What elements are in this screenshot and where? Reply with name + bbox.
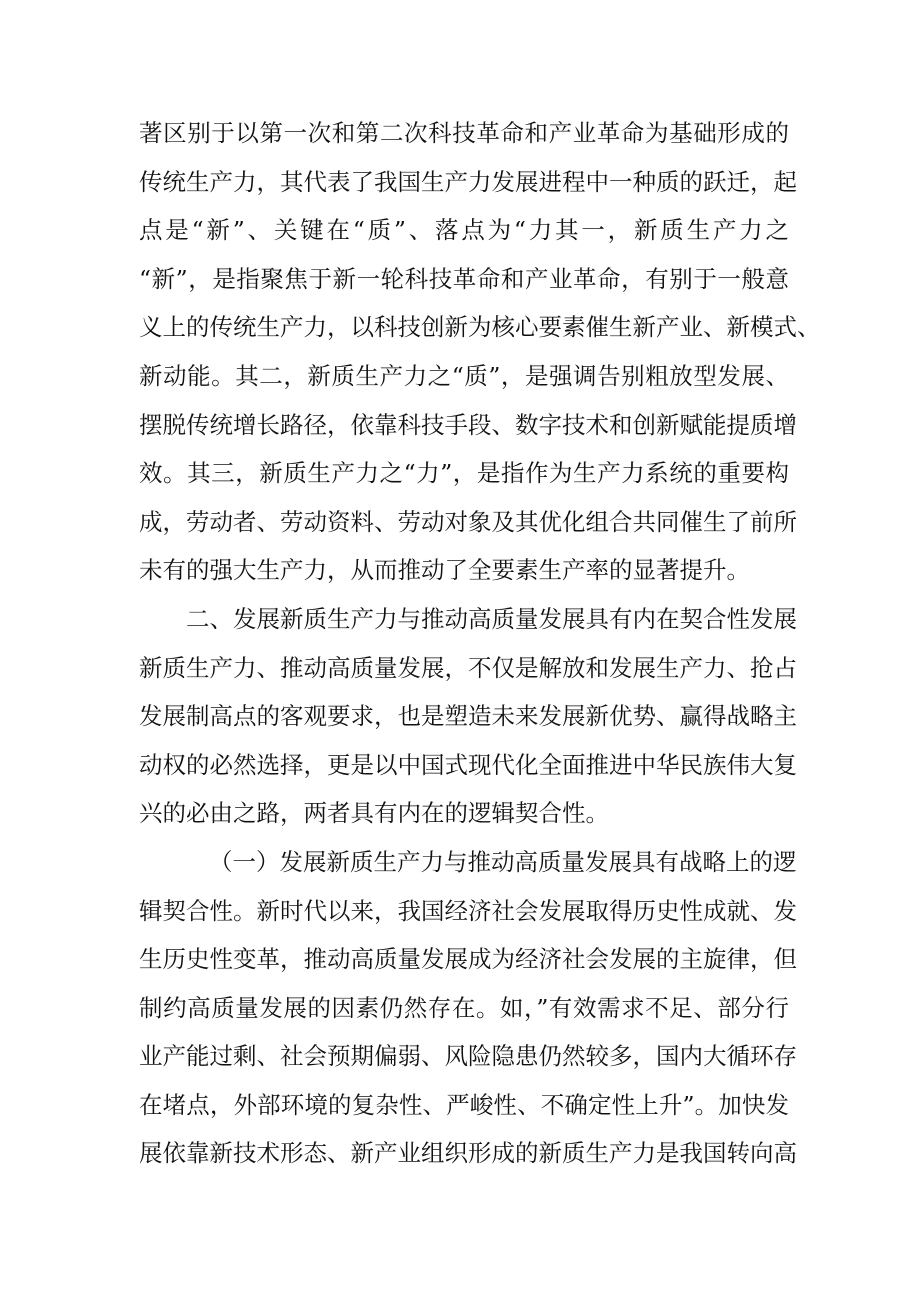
text-line: 业产能过剩、社会预期偏弱、风险隐患仍然较多，国内大循环存 [139,1042,797,1071]
text-line: 著区别于以第一次和第二次科技革命和产业革命为基础形成的 [139,119,789,147]
text-line: 辑契合性。新时代以来，我国经济社会发展取得历史性成就、发 [139,896,797,925]
text-line: 义上的传统生产力，以科技创新为核心要素催生新产业、新模式、 [139,313,821,342]
text-line: 摆脱传统增长路径，依靠科技手段、数字技术和创新赋能提质增 [139,410,797,439]
text-line: “新”，是指聚焦于新一轮科技革命和产业革命，有别于一般意 [139,264,789,293]
text-line: 成，劳动者、劳动资料、劳动对象及其优化组合共同催生了前所 [139,507,797,536]
document-body [139,109,821,1178]
text-line: 展依靠新技术形态、新产业组织形成的新质生产力是我国转向高 [139,1139,797,1168]
subsection-heading-line: （一）发展新质生产力与推动高质量发展具有战略上的逻 [209,847,797,876]
text-line: 兴的必由之路，两者具有内在的逻辑契合性。 [139,799,609,828]
text-line: 新质生产力、推动高质量发展，不仅是解放和发展生产力、抢占 [139,653,797,682]
text-line: 生历史性变革，推动高质量发展成为经济社会发展的主旋律，但 [139,945,797,974]
text-line: 在堵点，外部环境的复杂性、严峻性、不确定性上升”。加快发 [139,1090,789,1119]
text-line: 未有的强大生产力，从而推动了全要素生产率的显著提升。 [139,556,750,585]
text-line: 制约高质量发展的因素仍然存在。如，”有效需求不足、部分行 [139,993,789,1022]
text-line: 效。其三，新质生产力之“力”，是指作为生产力系统的重要构 [139,459,789,488]
text-line: 传统生产力，其代表了我国生产力发展进程中一种质的跃迁，起 [139,167,797,196]
section-heading-line: 二、发展新质生产力与推动高质量发展具有内在契合性发展 [186,604,797,633]
text-line: 新动能。其二，新质生产力之“质”，是强调告别粗放型发展、 [139,361,789,390]
text-line: 动权的必然选择，更是以中国式现代化全面推进中华民族伟大复 [139,750,797,779]
text-line: 点是“新”、关键在“质”、落点为“力其一，新质生产力之 [139,216,789,245]
text-line: 发展制高点的客观要求，也是塑造未来发展新优势、赢得战略主 [139,702,797,731]
